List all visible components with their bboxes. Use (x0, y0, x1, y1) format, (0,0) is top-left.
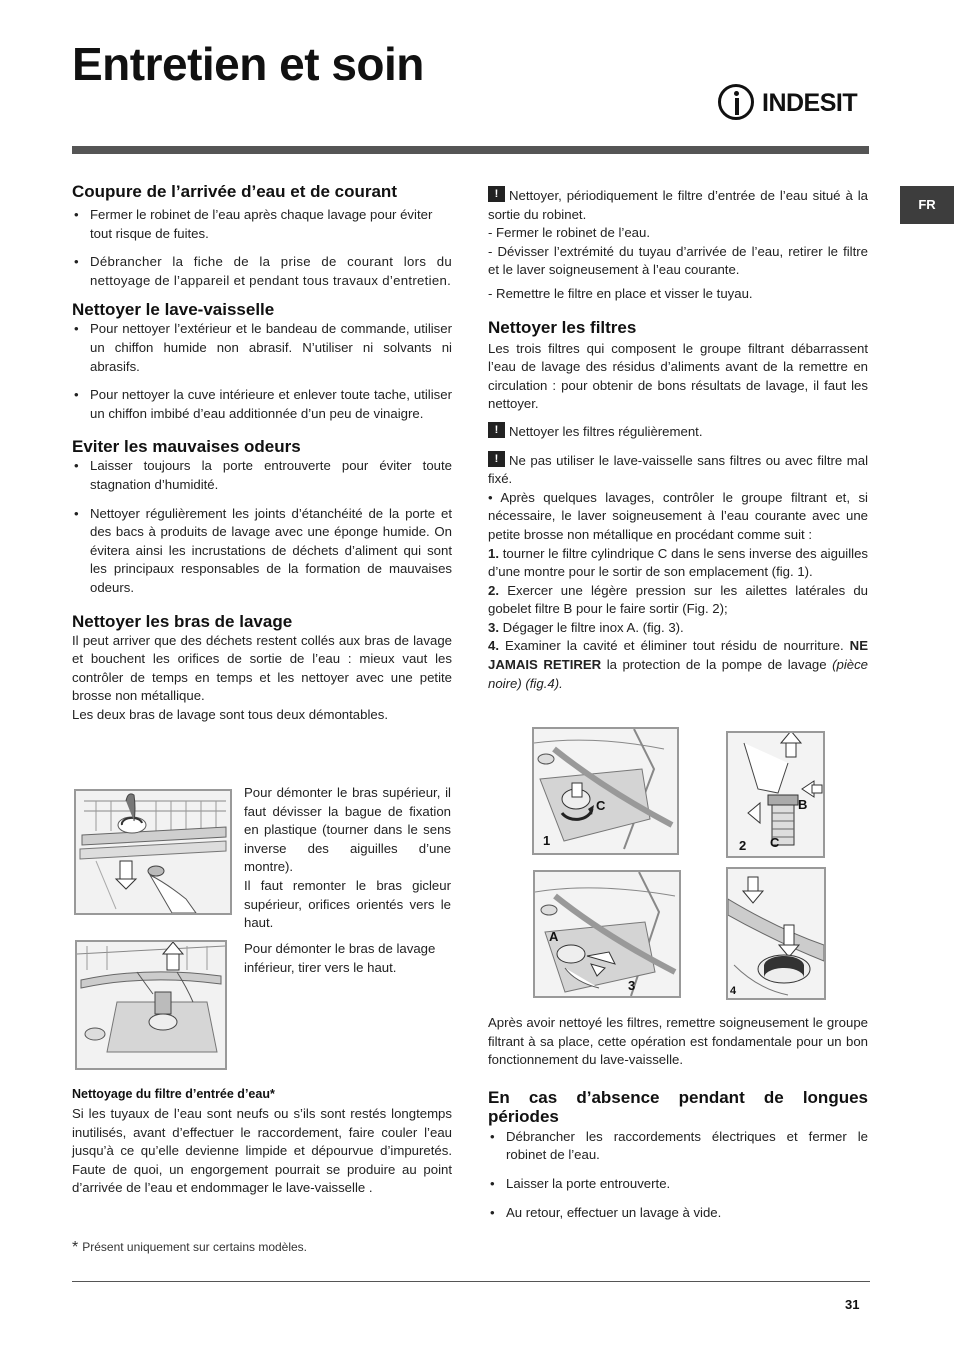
list-item: • Pour nettoyer l’extérieur et le bandeau de commande, utiliser un chiffon humide non abrasif. N’utiliser ni solvants ni abrasifs. (72, 320, 452, 376)
paragraph: Les deux bras de lavage sont tous deux démontables. (72, 706, 388, 722)
warning-emphasis: NE JAMAIS RETIRER (488, 638, 868, 673)
section-title-nettoyer: Nettoyer le lave-vaisselle (72, 300, 275, 320)
paragraph: Les trois filtres qui composent le groupe filtrant débarrassent l’eau de lavage des résidus d’aliments avant de la remettre en circulation : pour obtenir de bons résultats de lavage, il faut les nettoyer. (488, 340, 868, 412)
fig2-label-b: B (798, 797, 808, 812)
footer-divider (72, 1281, 870, 1282)
paragraph: Il faut remonter le bras gicleur supérieur, orifices orientés vers le haut. (244, 877, 451, 931)
language-tab: FR (900, 186, 954, 224)
after-filters (488, 1014, 868, 1232)
section-title-odeurs: Eviter les mauvaises odeurs (72, 437, 301, 457)
paragraph: • Après quelques lavages, contrôler le groupe filtrant et, si nécessaire, le laver soigneusement à l’eau courante avec une petite brosse non métallique en procédant comme suit : (488, 489, 868, 542)
step-text: la protection de la pompe de lavage (606, 657, 827, 673)
figure-filter-4 (726, 867, 826, 1000)
fig3-label-a: A (549, 929, 559, 944)
warning-text: Ne pas utiliser le lave-vaisselle sans filtres ou avec filtre mal fixé. (488, 452, 868, 487)
brand-logo (718, 84, 870, 126)
warning-icon (488, 422, 505, 438)
paragraph (488, 451, 868, 489)
page-number: 31 (845, 1297, 860, 1312)
section-title-absence: En cas d’absence pendant de longues périodes (488, 1087, 868, 1126)
footnote-text: Présent uniquement sur certains modèles. (82, 1240, 308, 1254)
footnote (72, 1238, 307, 1258)
paragraph (488, 186, 868, 224)
step-3 (488, 619, 868, 638)
section-title-filtres: Nettoyer les filtres (488, 317, 637, 337)
list-item: • Pour nettoyer la cuve intérieure et enlever toute tache, utiliser un chiffon imbibé d’eau additionnée d’un peu de vinaigre. (72, 386, 452, 423)
fig3-number: 3 (628, 978, 636, 993)
section-filtre-entree (72, 1086, 452, 1198)
figure-lower-arm (75, 940, 227, 1070)
paragraph: Pour démonter le bras supérieur, il faut dévisser la bague de fixation en plastique (tourner dans le sens inverse des aiguilles d’une montre). (244, 785, 451, 875)
paragraph: Il peut arriver que des déchets restent collés aux bras de lavage et bouchent les orifices de sortie de l’eau : mieux vaut les contrôler de temps en temps et les nettoyer avec une petite brosse non métallique. (72, 632, 452, 704)
fig1-number: 1 (543, 833, 551, 848)
figure-upper-arm (74, 789, 232, 915)
bullet-list (488, 1128, 868, 1222)
list-item: • Laisser toujours la porte entrouverte pour éviter toute stagnation d’humidité. (72, 457, 452, 494)
step-number: 4. (488, 638, 499, 654)
step-text: Examiner la cavité et éliminer tout résidu de nourriture. (505, 638, 844, 654)
list-item: • Laisser la porte entrouverte. (488, 1175, 868, 1194)
warning-text: Nettoyer, périodiquement le filtre d’entrée de l’eau situé à la sortie du robinet. (488, 188, 868, 222)
bullet-list (72, 457, 452, 597)
step-1 (488, 545, 868, 582)
paragraph: - Fermer le robinet de l’eau. (488, 225, 650, 241)
section-title-coupure: Coupure de l’arrivée d’eau et de courant (72, 182, 397, 201)
header-divider (72, 146, 869, 154)
warning-icon (488, 451, 505, 467)
step-2 (488, 582, 868, 619)
bullet-list (72, 320, 452, 423)
section-title-bras: Nettoyer les bras de lavage (72, 611, 293, 631)
step-text: Exercer une légère pression sur les ailettes latérales du gobelet filtre B pour le faire sortir (Fig. 2); (488, 582, 869, 617)
warning-icon (488, 186, 505, 202)
list-item: • Au retour, effectuer un lavage à vide. (488, 1204, 868, 1223)
left-column (72, 180, 452, 724)
fig1-label-c: C (596, 798, 606, 813)
paragraph: - Dévisser l’extrémité du tuyau d’arrivée de l’eau, retirer le filtre et le laver soigneusement à l’eau courante. (488, 243, 868, 278)
step-text: tourner le filtre cylindrique C dans le sens inverse des aiguilles d’une montre pour le sortir de son emplacement (fig. 1). (488, 545, 868, 580)
brand-name: INDESIT (762, 89, 858, 117)
step-number: 1. (488, 545, 499, 561)
fig1-caption (244, 784, 451, 933)
fig4-number: 4 (730, 985, 737, 997)
figure-filter-1 (532, 727, 679, 855)
step-number: 2. (488, 582, 499, 598)
step-text: Dégager le filtre inox A. (fig. 3). (502, 619, 684, 635)
footnote-marker: * (72, 1239, 79, 1256)
list-item: • Fermer le robinet de l’eau après chaque lavage pour éviter tout risque de fuites. (72, 206, 452, 243)
page-title: Entretien et soin (72, 38, 424, 90)
paragraph (488, 422, 868, 442)
list-item: • Débrancher les raccordements électriques et fermer le robinet de l’eau. (488, 1128, 868, 1165)
fig2-caption (244, 940, 451, 977)
step-note: (pièce noire) (fig.4). (488, 657, 869, 691)
bullet-list (72, 206, 452, 290)
indesit-logo-icon (718, 84, 754, 120)
warning-text: Nettoyer les filtres régulièrement. (509, 423, 703, 439)
step-number: 3. (488, 619, 499, 635)
list-item: • Nettoyer régulièrement les joints d’étanchéité de la porte et des bacs à produits de lavage avec une éponge humide. On évitera ainsi les incrustations de déchets d’aliment qui sont les principaux responsables de la formation de mauvaises odeurs. (72, 505, 452, 598)
paragraph: Pour démonter le bras de lavage inférieur, tirer vers le haut. (244, 941, 436, 975)
paragraph: Si les tuyaux de l’eau sont neufs ou s’ils sont restés longtemps inutilisés, avant d’effectuer le raccordement, faire couler l’eau jusqu’à ce qu’elle devienne limpide et dépourvue d’impuretés. Faute de quoi, un engorgement pourrait se produire au point d’arrivée de l’eau et endommager le lave-vaisselle . (72, 1106, 452, 1196)
paragraph: Après avoir nettoyé les filtres, remettre soigneusement le groupe filtrant à sa place, cette opération est fondamentale pour un bon fonctionnement du lave-vaisselle. (488, 1015, 868, 1068)
step-4 (488, 637, 868, 693)
right-column (488, 186, 868, 693)
paragraph: - Remettre le filtre en place et visser le tuyau. (488, 285, 753, 301)
fig2-number: 2 (739, 838, 747, 853)
list-item: • Débrancher la fiche de la prise de courant lors du nettoyage de l’appareil et pendant tous travaux d’entretien. (72, 253, 452, 290)
fig2-label-c: C (770, 835, 780, 850)
section-title-filtre-entree: Nettoyage du filtre d’entrée d’eau* (72, 1087, 275, 1101)
